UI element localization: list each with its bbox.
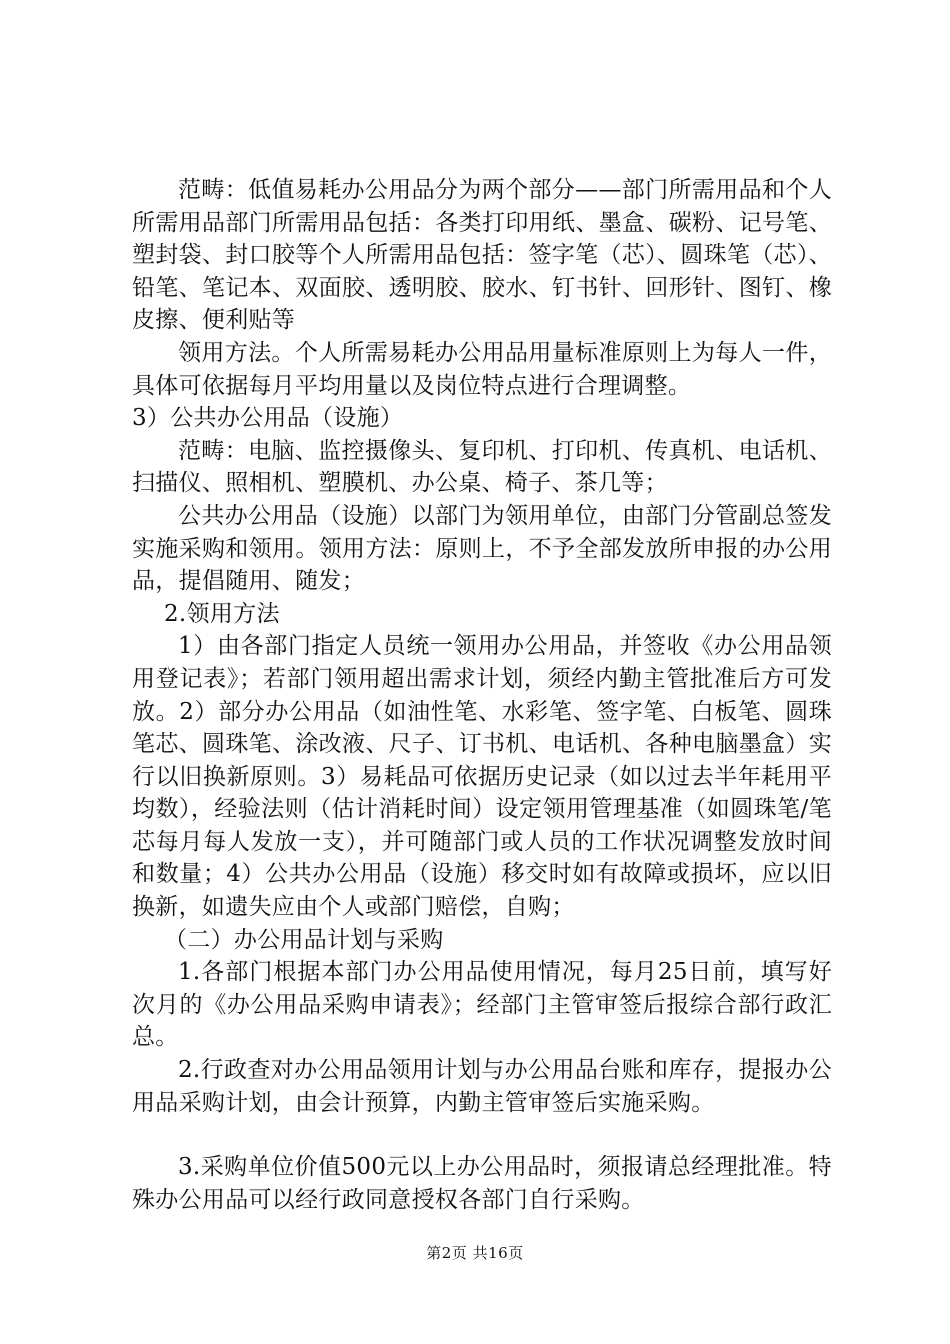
paragraph-purchase-request: 1.各部门根据本部门办公用品使用情况，每月25日前，填写好次月的《办公用品采购申请表》；经部门主管审签后报综合部行政汇总。 [132,959,832,1051]
document-body [132,174,832,1216]
paragraph-public-scope: 范畴：电脑、监控摄像头、复印机、打印机、传真机、电话机、扫描仪、照相机、塑膜机、办公桌、椅子、茶几等； [132,437,832,497]
paragraph-purchase-plan: 2.行政查对办公用品领用计划与办公用品台账和库存，提报办公用品采购计划，由会计预算，内勤主管审签后实施采购。 [132,1057,832,1116]
page-footer: 第2页 共16页 [426,1244,524,1262]
heading-collection-method: 2.领用方法 [164,600,280,627]
paragraph-purchase-approval: 3.采购单位价值500元以上办公用品时，须报请总经理批准。特殊办公用品可以经行政同意授权各部门自行采购。 [132,1154,832,1213]
paragraph-collection-rules: 1）由各部门指定人员统一领用办公用品，并签收《办公用品领用登记表》；若部门领用超出需求计划，须经内勤主管批准后方可发放。2）部分办公用品（如油性笔、水彩笔、签字笔、白板笔、圆珠笔芯、圆珠笔、涂改液、尺子、订书机、电话机、各种电脑墨盒）实行以旧换新原则。3）易耗品可依据历史记录（如以过去半年耗用平均数），经验法则（估计消耗时间）设定领用管理基准（如圆珠笔/笔芯每月每人发放一支），并可随部门或人员的工作状况调整发放时间和数量；4）公共办公用品（设施）移交时如有故障或损坏，应以旧换新，如遗失应由个人或部门赔偿，自购； [132,633,832,921]
heading-plan-and-purchase: （二）办公用品计划与采购 [164,926,444,953]
paragraph-low-value-method: 领用方法。个人所需易耗办公用品用量标准原则上为每人一件，具体可依据每月平均用量以及岗位特点进行合理调整。 [132,339,832,399]
paragraph-gap [132,1119,832,1151]
paragraph-public-method: 公共办公用品（设施）以部门为领用单位，由部门分管副总签发实施采购和领用。领用方法：原则上，不予全部发放所申报的办公用品，提倡随用、随发； [132,502,832,595]
heading-public-supplies: 3）公共办公用品（设施） [132,405,404,432]
paragraph-low-value-scope: 范畴：低值易耗办公用品分为两个部分——部门所需用品和个人所需用品部门所需用品包括：各类打印用纸、墨盒、碳粉、记号笔、塑封袋、封口胶等个人所需用品包括：签字笔（芯）、圆珠笔（芯）、铅笔、笔记本、双面胶、透明胶、胶水、钉书针、回形针、图钉、橡皮擦、便利贴等 [132,177,832,334]
